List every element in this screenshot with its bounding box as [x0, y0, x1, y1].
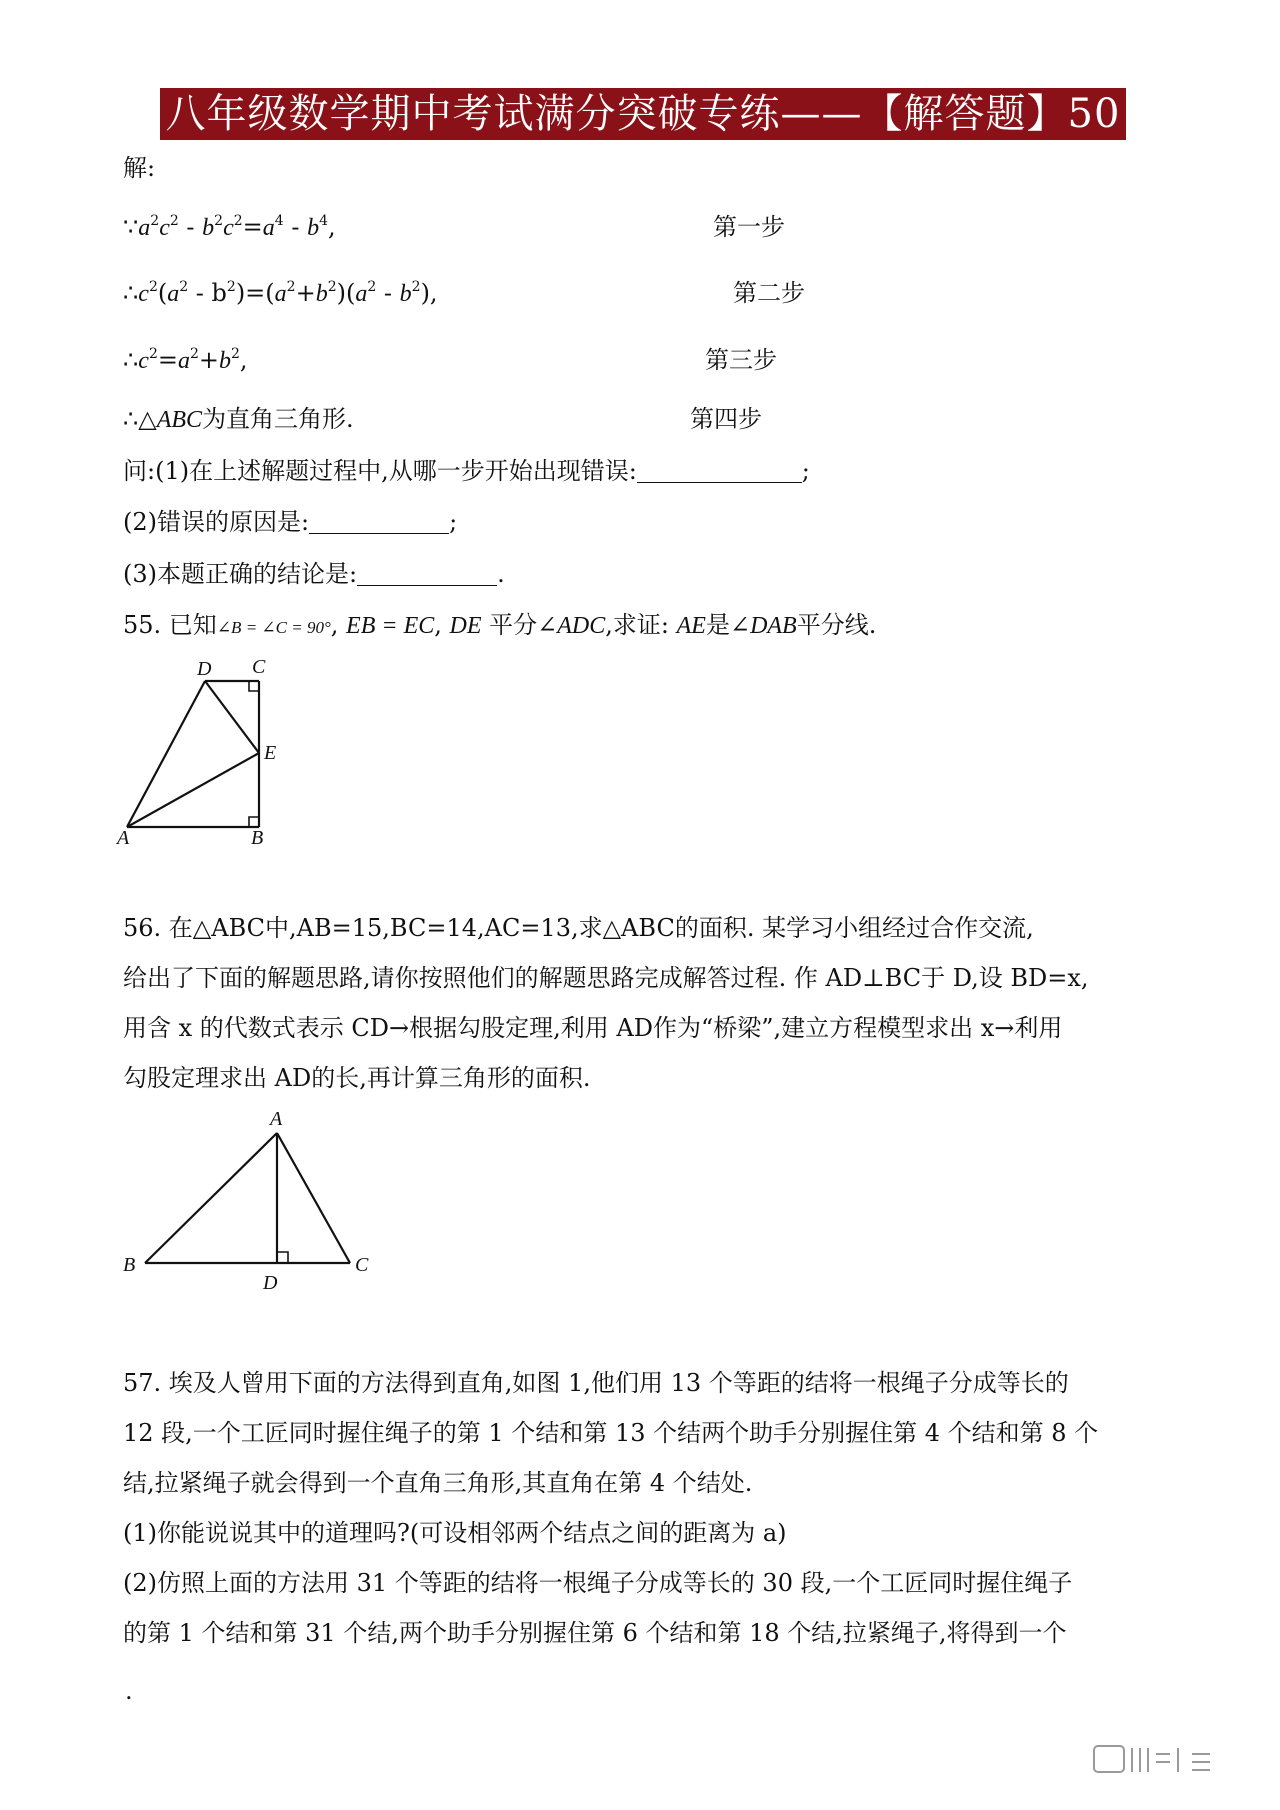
problem-57-line-3: 结,拉紧绳子就会得到一个直角三角形,其直角在第 4 个结处. [123, 1469, 753, 1497]
label-e: E [264, 742, 277, 764]
watermark-icon [1092, 1742, 1242, 1776]
step-4-label: 第四步 [690, 405, 762, 433]
therefore-symbol: ∴ [123, 346, 139, 374]
question-3 [123, 559, 505, 589]
right-angle-mark-d [277, 1252, 288, 1263]
label-b: B [123, 1254, 136, 1276]
segment-ac [277, 1133, 350, 1263]
segment-ab [145, 1133, 277, 1263]
problem-56-line-3: 用含 x 的代数式表示 CD→根据勾股定理,利用 AD作为“桥梁”,建立方程模型求出 x→利用 [123, 1014, 1063, 1042]
label-c: C [355, 1254, 369, 1276]
question-1 [123, 456, 810, 486]
because-symbol: ∵ [123, 213, 139, 241]
separator: , [330, 611, 339, 639]
step-1-label: 第一步 [713, 213, 785, 241]
segment-ae: AE [676, 613, 706, 639]
figure-56 [115, 1105, 385, 1295]
label-a: A [117, 827, 130, 845]
prove-text: ,求证: [605, 611, 669, 639]
problem-56-line-2: 给出了下面的解题思路,请你按照他们的解题思路完成解答过程. 作 AD⊥BC于 D,设 BD=x, [123, 964, 1089, 992]
right-angle-mark-c [249, 681, 259, 691]
angle-adc: ADC [557, 613, 606, 639]
therefore-symbol: ∴ [123, 279, 139, 307]
bisects-text: 平分∠ [489, 611, 558, 639]
question-1-text: 问:(1)在上述解题过程中,从哪一步开始出现错误: [123, 457, 637, 485]
question-3-end: . [497, 560, 505, 588]
therefore-triangle-symbol: ∴△ [123, 405, 157, 433]
question-2-end: ; [449, 508, 458, 536]
step-2-label: 第二步 [733, 279, 805, 307]
problem-number: 55. [123, 611, 162, 639]
label-d: D [263, 1272, 278, 1294]
answer-blank-2[interactable] [309, 511, 449, 534]
answer-blank-3[interactable] [357, 563, 497, 586]
solution-label: 解: [123, 154, 156, 182]
segment-de: DE [449, 613, 482, 639]
solution-line-3: $\therefore c^2=a^2+b^2$, [123, 346, 248, 374]
problem-57-line-2: 12 段,一个工匠同时握住绳子的第 1 个结和第 13 个结两个助手分别握住第 4 个结和第 8 个 [123, 1419, 1099, 1447]
label-a: A [270, 1108, 283, 1130]
solution-line-1: $\because a^2c^2 - b^2c^2=a^4 - b^4$, [123, 213, 336, 241]
triangle-name: ABC [156, 407, 203, 433]
problem-57-line-4: (1)你能说说其中的道理吗?(可设相邻两个结点之间的距离为 a) [123, 1519, 787, 1547]
answer-blank-1[interactable] [637, 460, 802, 483]
figure-55 [115, 655, 290, 845]
problem-57-line-7: . [125, 1677, 133, 1705]
condition-angles: ∠B = ∠C = 90° [216, 618, 331, 637]
angle-dab: DAB [750, 613, 797, 639]
question-3-text: (3)本题正确的结论是: [123, 560, 358, 588]
solution-line-4 [123, 404, 354, 435]
question-1-end: ; [801, 457, 810, 485]
separator: , [434, 611, 442, 639]
label-c: C [252, 656, 266, 678]
right-angle-mark-b [249, 817, 259, 827]
is-angle-text: 是∠ [705, 611, 751, 639]
problem-57-line-6: 的第 1 个结和第 31 个结,两个助手分别握住第 6 个结和第 18 个结,拉紧绳子,将得到一个 [123, 1619, 1067, 1647]
page-title-banner: 八年级数学期中考试满分突破专练——【解答题】50 题 [160, 88, 1126, 140]
problem-56-line-1: 56. 在△ABC中,AB=15,BC=14,AC=13,求△ABC的面积. 某学习小组经过合作交流, [123, 914, 1034, 942]
problem-56-line-4: 勾股定理求出 AD的长,再计算三角形的面积. [123, 1064, 591, 1092]
problem-55-statement [123, 610, 876, 643]
condition-eb-ec: EB = EC [346, 613, 435, 639]
question-2 [123, 507, 457, 537]
label-d: D [197, 658, 212, 680]
problem-57-line-5: (2)仿照上面的方法用 31 个等距的结将一根绳子分成等长的 30 段,一个工匠同时握住绳子 [123, 1569, 1073, 1597]
bisector-text: 平分线. [796, 611, 877, 639]
label-b: B [251, 827, 264, 845]
step-3-label: 第三步 [705, 346, 777, 374]
solution-line-2: $\therefore c^2(a^2 - b^2)=(a^2+b^2)(a^2 - b^2)$, [123, 279, 438, 307]
question-2-text: (2)错误的原因是: [123, 508, 310, 536]
problem-57-line-1: 57. 埃及人曾用下面的方法得到直角,如图 1,他们用 13 个等距的结将一根绳子分成等长的 [123, 1369, 1069, 1397]
conclusion-text: 为直角三角形. [202, 405, 354, 433]
corner-watermark [1092, 1742, 1242, 1776]
known-word: 已知 [168, 611, 217, 639]
